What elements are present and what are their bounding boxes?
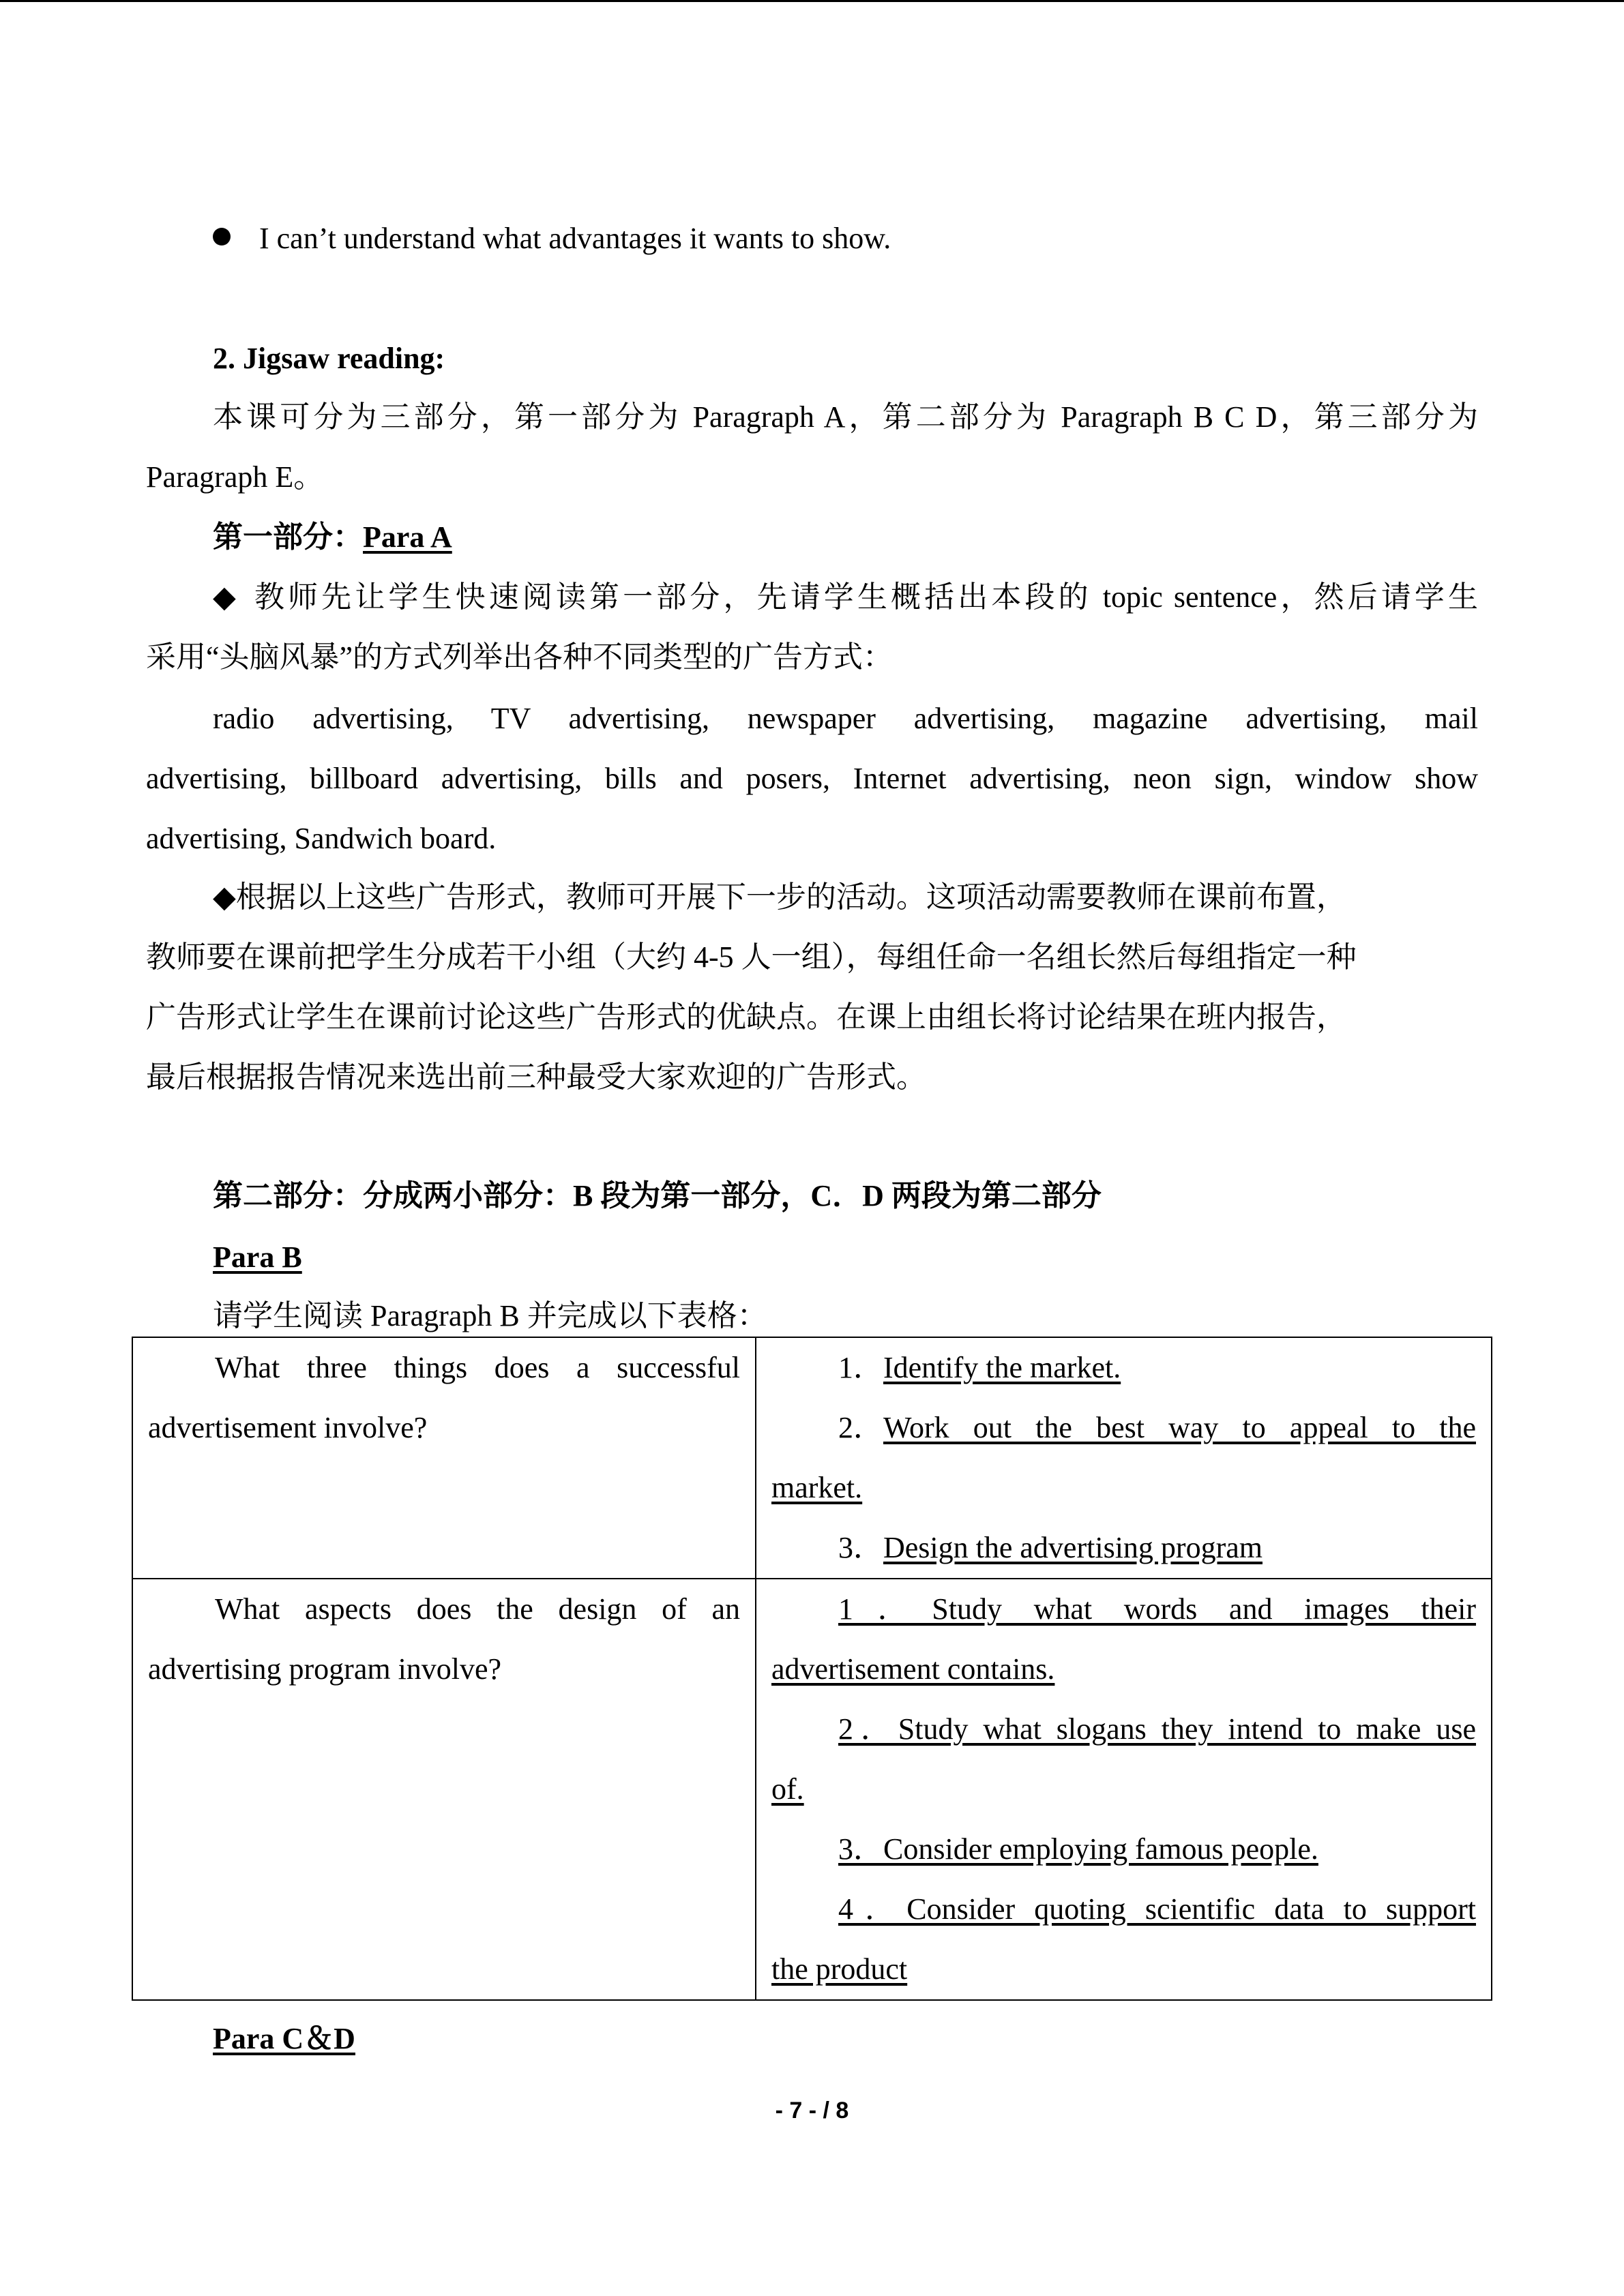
activity-line-3: 广告形式让学生在课前讨论这些广告形式的优缺点。在课上由组长将讨论结果在班内报告， <box>146 1000 1346 1034</box>
part1-para-label: Para A <box>363 520 452 554</box>
ads-line-1: radio advertising, TV advertising, newspaper advertising, magazine advertising, mail <box>213 702 1478 735</box>
qa-table <box>132 1337 1492 2001</box>
answer-item: 4．Consider quoting scientific data to support <box>838 1892 1476 1926</box>
bullet-line: I can’t understand what advantages it wants to show. <box>213 209 1545 269</box>
para-b-label: Para B <box>213 1240 302 1274</box>
diamond-bullet-icon: ◆ <box>213 880 236 914</box>
answer-item: 1．Identify the market. <box>838 1351 1121 1384</box>
diamond-bullet-icon: ◆ <box>213 580 236 614</box>
activity-line-2: 教师要在课前把学生分成若干小组（大约 4-5 人一组），每组任命一名组长然后每组指定一种 <box>146 940 1357 974</box>
activity-line-4: 最后根据报告情况来选出前三种最受大家欢迎的广告形式。 <box>146 1060 926 1094</box>
question-line-1: What three things does a successful <box>215 1351 740 1384</box>
question-line-2: advertising program involve? <box>148 1652 502 1686</box>
table-intro: 请学生阅读 Paragraph B 并完成以下表格： <box>213 1299 767 1332</box>
ads-line-2: advertising, billboard advertising, bills and posers, Internet advertising, neon sign, window show <box>146 762 1478 795</box>
table-row <box>132 1579 1492 2000</box>
bullet-icon <box>213 228 231 245</box>
answer-item: 3．Consider employing famous people. <box>838 1832 1318 1866</box>
table-row <box>132 1337 1492 1579</box>
question-cell <box>132 1579 756 2000</box>
answer-item: 2．Study what slogans they intend to make use <box>838 1712 1476 1746</box>
answer-item-continued: of. <box>771 1772 804 1806</box>
ads-line-3: advertising, Sandwich board. <box>146 822 497 855</box>
answer-item: 1．Study what words and images their <box>838 1592 1476 1626</box>
answer-item-continued: the product <box>771 1952 908 1986</box>
part1-heading <box>213 507 1545 567</box>
intro-line-1: 本课可分为三部分，第一部分为 Paragraph A，第二部分为 Paragraph B C D，第三部分为 <box>213 400 1478 434</box>
part2-title: 第二部分：分成两小部分：B 段为第一部分，C．D 两段为第二部分 <box>213 1179 1102 1212</box>
answer-item: 3．Design the advertising program <box>838 1531 1263 1564</box>
answer-item-continued: advertisement contains. <box>771 1652 1055 1686</box>
answer-cell <box>756 1337 1492 1579</box>
question-line-2: advertisement involve? <box>148 1411 428 1444</box>
question-cell <box>132 1337 756 1579</box>
para-cd-label: Para C＆D <box>213 2022 355 2055</box>
answer-cell <box>756 1579 1492 2000</box>
top-border-line <box>0 0 1624 2</box>
intro-line-2: Paragraph E。 <box>146 460 324 494</box>
part1-instruction-line-1: ◆ 教师先让学生快速阅读第一部分，先请学生概括出本段的 topic sentence，然后请学生 <box>213 567 1478 627</box>
answer-item-continued: market. <box>771 1471 863 1504</box>
section-title: 2. Jigsaw reading: <box>213 342 445 375</box>
page-number: - 7 - / 8 <box>775 2098 849 2123</box>
question-line-1: What aspects does the design of an <box>215 1592 740 1626</box>
part1-instruction-line-2: 采用“头脑风暴”的方式列举出各种不同类型的广告方式： <box>146 640 894 674</box>
part1-label: 第一部分： <box>213 520 363 554</box>
answer-item: 2． Work out the best way to appeal to the <box>838 1411 1476 1444</box>
activity-line-1: ◆根据以上这些广告形式，教师可开展下一步的活动。这项活动需要教师在课前布置， <box>213 880 1346 914</box>
